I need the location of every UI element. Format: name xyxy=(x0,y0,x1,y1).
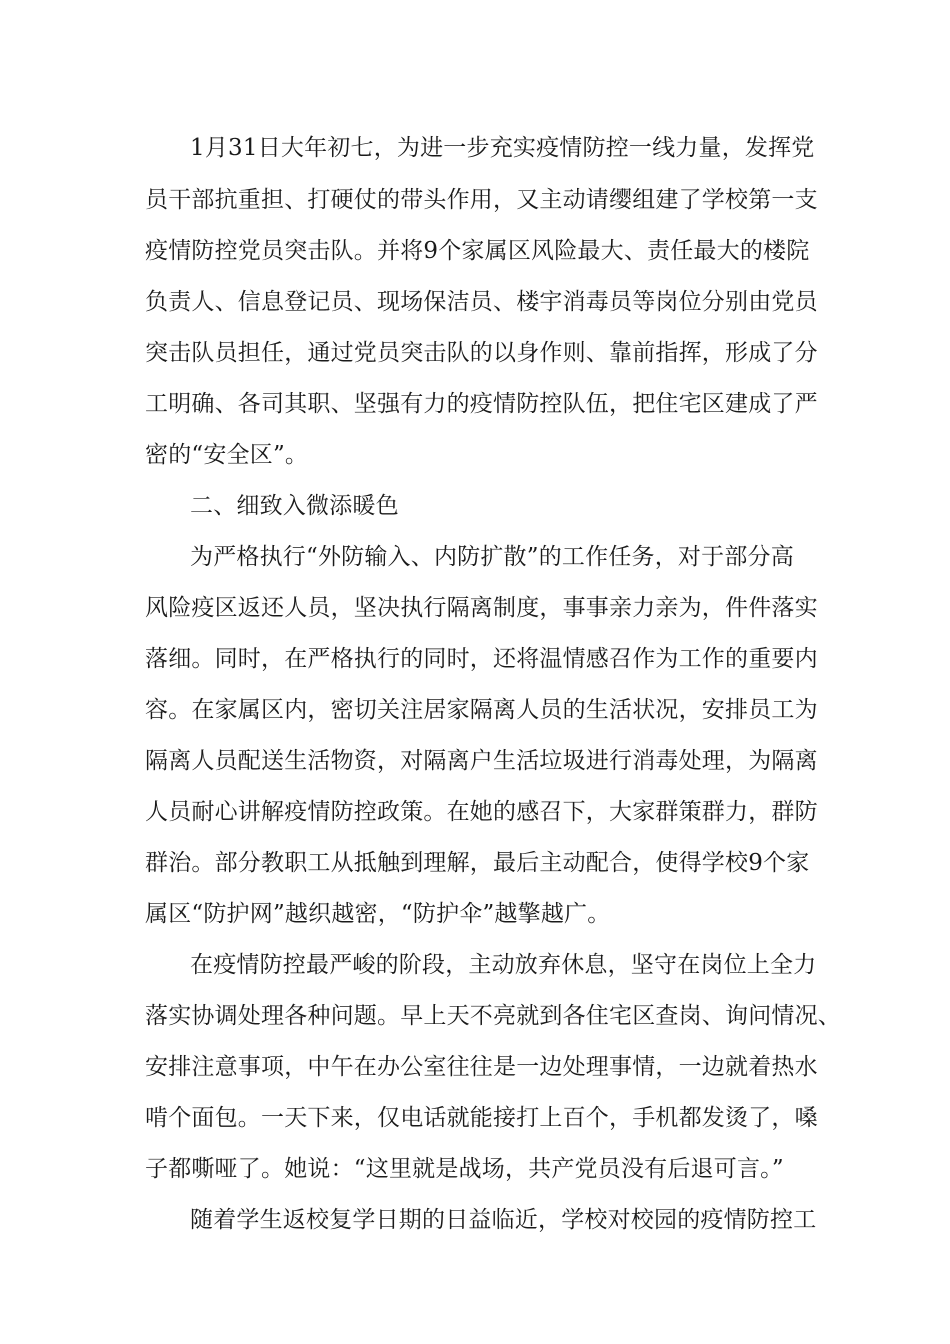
text-line: 隔离人员配送生活物资，对隔离户生活垃圾进行消毒处理，为隔离 xyxy=(145,748,818,774)
text-line: 落细。同时，在严格执行的同时，还将温情感召作为工作的重要内 xyxy=(145,646,818,672)
section-heading: 二、细致入微添暖色 xyxy=(190,493,399,519)
text-line: 容。在家属区内，密切关注居家隔离人员的生活状况，安排员工为 xyxy=(145,697,818,723)
text-line: 突击队员担任，通过党员突击队的以身作则、靠前指挥，形成了分 xyxy=(145,340,818,366)
text-line: 在疫情防控最严峻的阶段，主动放弃休息，坚守在岗位上全力 xyxy=(190,952,817,978)
text-line: 工明确、各司其职、坚强有力的疫情防控队伍，把住宅区建成了严 xyxy=(145,391,818,417)
text-line: 1月31日大年初七，为进一步充实疫情防控一线力量，发挥党 xyxy=(190,135,815,161)
text-line: 群治。部分教职工从抵触到理解，最后主动配合，使得学校9个家 xyxy=(145,850,810,876)
text-line: 人员耐心讲解疫情防控政策。在她的感召下，大家群策群力，群防 xyxy=(145,799,818,825)
text-line: 安排注意事项，中午在办公室往往是一边处理事情，一边就着热水 xyxy=(145,1054,818,1080)
text-line: 疫情防控党员突击队。并将9个家属区风险最大、责任最大的楼院 xyxy=(145,238,810,264)
text-line: 子都嘶哑了。她说：“这里就是战场，共产党员没有后退可言。” xyxy=(145,1156,784,1182)
text-line: 属区“防护网”越织越密，“防护伞”越擎越广。 xyxy=(145,901,611,927)
text-line: 为严格执行“外防输入、内防扩散”的工作任务，对于部分高 xyxy=(190,544,794,570)
text-line: 随着学生返校复学日期的日益临近，学校对校园的疫情防控工 xyxy=(190,1207,817,1233)
text-line: 落实协调处理各种问题。早上天不亮就到各住宅区查岗、询问情况、 xyxy=(145,1003,841,1029)
text-line: 风险疫区返还人员，坚决执行隔离制度，事事亲力亲为，件件落实 xyxy=(145,595,818,621)
text-line: 员干部抗重担、打硬仗的带头作用，又主动请缨组建了学校第一支 xyxy=(145,187,818,213)
text-line: 负责人、信息登记员、现场保洁员、楼宇消毒员等岗位分别由党员 xyxy=(145,289,818,315)
text-line: 密的“安全区”。 xyxy=(145,442,309,468)
text-line: 啃个面包。一天下来，仅电话就能接打上百个，手机都发烫了，嗓 xyxy=(145,1105,818,1131)
